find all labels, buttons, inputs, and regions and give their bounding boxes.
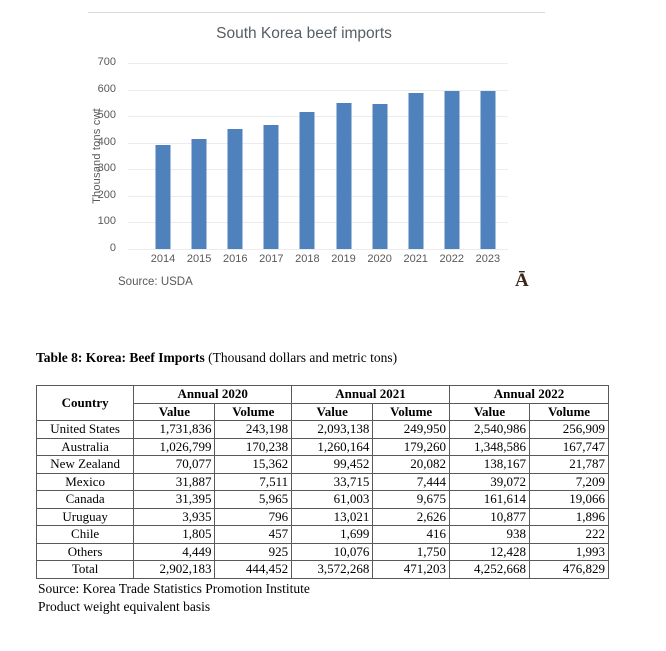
- bar-2014: [156, 145, 171, 249]
- value-cell: 1,750: [373, 543, 450, 561]
- country-cell: Uruguay: [37, 508, 134, 526]
- value-cell: 222: [530, 526, 609, 544]
- header-volume: Volume: [373, 403, 450, 421]
- value-cell: 2,626: [373, 508, 450, 526]
- header-value: Value: [292, 403, 373, 421]
- value-cell: 33,715: [292, 473, 373, 491]
- bar-2020: [372, 104, 387, 249]
- table-row: [37, 438, 609, 456]
- value-cell: 1,731,836: [134, 421, 215, 439]
- gridline: [128, 249, 508, 250]
- value-cell: 1,699: [292, 526, 373, 544]
- table-row: [37, 526, 609, 544]
- header-country: Country: [37, 386, 134, 421]
- bar-2023: [480, 91, 495, 249]
- bar-2022: [444, 91, 459, 249]
- value-cell: 20,082: [373, 456, 450, 474]
- value-cell: 179,260: [373, 438, 450, 456]
- header-value: Value: [449, 403, 529, 421]
- value-cell: 1,993: [530, 543, 609, 561]
- y-tick-label: 500: [97, 109, 116, 122]
- x-tick-label: 2023: [475, 253, 501, 265]
- value-cell: 457: [215, 526, 292, 544]
- value-cell: 2,540,986: [449, 421, 529, 439]
- table-row: [37, 543, 609, 561]
- country-cell: Total: [37, 561, 134, 579]
- x-tick-label: 2017: [259, 253, 284, 265]
- value-cell: 4,252,668: [449, 561, 529, 579]
- value-cell: 7,511: [215, 473, 292, 491]
- x-tick-label: 2018: [295, 253, 320, 265]
- value-cell: 3,935: [134, 508, 215, 526]
- table-row: [37, 491, 609, 509]
- value-cell: 925: [215, 543, 292, 561]
- value-cell: 10,076: [292, 543, 373, 561]
- value-cell: 39,072: [449, 473, 529, 491]
- value-cell: 99,452: [292, 456, 373, 474]
- value-cell: 1,026,799: [134, 438, 215, 456]
- header-volume: Volume: [215, 403, 292, 421]
- value-cell: 1,260,164: [292, 438, 373, 456]
- value-cell: 1,896: [530, 508, 609, 526]
- header-volume: Volume: [530, 403, 609, 421]
- value-cell: 167,747: [530, 438, 609, 456]
- value-cell: 243,198: [215, 421, 292, 439]
- x-tick-label: 2019: [331, 253, 356, 265]
- table-row: [37, 456, 609, 474]
- value-cell: 13,021: [292, 508, 373, 526]
- chart-top-rule: [88, 12, 545, 13]
- country-cell: Australia: [37, 438, 134, 456]
- value-cell: 10,877: [449, 508, 529, 526]
- table-row: [37, 508, 609, 526]
- header-annual-2021: Annual 2021: [292, 386, 450, 404]
- country-cell: New Zealand: [37, 456, 134, 474]
- value-cell: 138,167: [449, 456, 529, 474]
- x-tick-label: 2022: [439, 253, 465, 265]
- bar-2016: [228, 129, 243, 249]
- header-annual-2022: Annual 2022: [449, 386, 608, 404]
- x-tick-label: 2016: [222, 253, 248, 265]
- country-cell: Others: [37, 543, 134, 561]
- table-row: [37, 473, 609, 491]
- value-cell: 9,675: [373, 491, 450, 509]
- bar-2017: [264, 125, 279, 249]
- value-cell: 416: [373, 526, 450, 544]
- value-cell: 170,238: [215, 438, 292, 456]
- beef-imports-table: [36, 385, 609, 579]
- table-note: Product weight equivalent basis: [38, 599, 211, 614]
- y-tick-label: 300: [97, 162, 116, 175]
- table-source: Source: Korea Trade Statistics Promotion Institute: [38, 581, 310, 596]
- x-tick-label: 2015: [186, 253, 212, 265]
- value-cell: 1,805: [134, 526, 215, 544]
- table-footer: [38, 580, 310, 616]
- table-row: [37, 421, 609, 439]
- y-tick-label: 700: [97, 56, 116, 68]
- x-axis-labels: [145, 253, 506, 265]
- value-cell: 21,787: [530, 456, 609, 474]
- value-cell: 31,887: [134, 473, 215, 491]
- header-value: Value: [134, 403, 215, 421]
- bar-2015: [192, 139, 207, 249]
- value-cell: 4,449: [134, 543, 215, 561]
- value-cell: 61,003: [292, 491, 373, 509]
- y-tick-label: 100: [97, 215, 116, 228]
- value-cell: 249,950: [373, 421, 450, 439]
- header-annual-2020: Annual 2020: [134, 386, 292, 404]
- bar-2018: [300, 112, 315, 249]
- y-axis-labels: [84, 56, 122, 254]
- value-cell: 444,452: [215, 561, 292, 579]
- value-cell: 19,066: [530, 491, 609, 509]
- value-cell: 161,614: [449, 491, 529, 509]
- y-axis-title: Thousand tons cwt: [91, 108, 103, 204]
- table-title-bold: Table 8: Korea: Beef Imports: [36, 350, 205, 365]
- value-cell: 256,909: [530, 421, 609, 439]
- table-row: [37, 561, 609, 579]
- x-tick-label: 2021: [403, 253, 428, 265]
- value-cell: 15,362: [215, 456, 292, 474]
- value-cell: 471,203: [373, 561, 450, 579]
- y-tick-label: 400: [97, 135, 116, 148]
- y-tick-label: 200: [97, 188, 116, 201]
- value-cell: 796: [215, 508, 292, 526]
- stray-character: Ā: [515, 270, 529, 291]
- table-body: [37, 421, 609, 579]
- value-cell: 938: [449, 526, 529, 544]
- value-cell: 5,965: [215, 491, 292, 509]
- table-title: [36, 350, 397, 366]
- value-cell: 3,572,268: [292, 561, 373, 579]
- value-cell: 2,902,183: [134, 561, 215, 579]
- chart-title: South Korea beef imports: [216, 25, 392, 42]
- value-cell: 31,395: [134, 491, 215, 509]
- value-cell: 1,348,586: [449, 438, 529, 456]
- value-cell: 7,209: [530, 473, 609, 491]
- chart-source: Source: USDA: [118, 276, 193, 288]
- y-tick-label: 0: [109, 242, 116, 254]
- bar-2021: [408, 93, 423, 249]
- table-title-rest: (Thousand dollars and metric tons): [204, 350, 398, 365]
- country-cell: Mexico: [37, 473, 134, 491]
- x-tick-label: 2020: [367, 253, 392, 265]
- value-cell: 70,077: [134, 456, 215, 474]
- value-cell: 2,093,138: [292, 421, 373, 439]
- bar-layer: [145, 63, 506, 249]
- country-cell: Canada: [37, 491, 134, 509]
- table-wrap: [36, 385, 609, 579]
- country-cell: Chile: [37, 526, 134, 544]
- value-cell: 7,444: [373, 473, 450, 491]
- y-tick-label: 600: [97, 82, 116, 95]
- bar-2019: [336, 103, 351, 249]
- value-cell: 12,428: [449, 543, 529, 561]
- country-cell: United States: [37, 421, 134, 439]
- x-tick-label: 2014: [150, 253, 176, 265]
- value-cell: 476,829: [530, 561, 609, 579]
